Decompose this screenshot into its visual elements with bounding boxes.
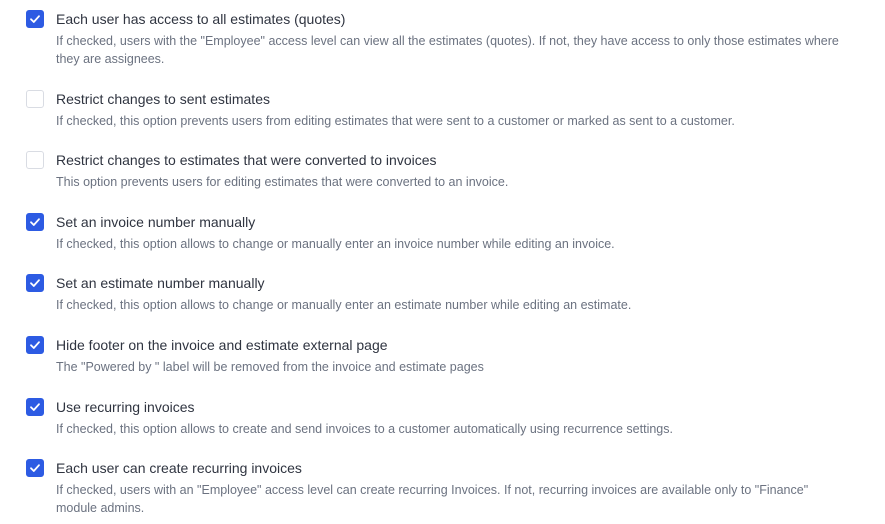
option-description: If checked, users with an "Employee" access level can create recurring Invoices. If not, recurring invoices are available only to "Finance" module admins. (56, 483, 809, 515)
all-estimates-access-checkbox[interactable] (26, 10, 44, 28)
option-text (56, 397, 846, 438)
option-text (56, 9, 846, 68)
option-text (56, 212, 846, 253)
option-title: Each user has access to all estimates (quotes) (56, 11, 346, 27)
option-description: This option prevents users for editing estimates that were converted to an invoice. (56, 175, 509, 189)
option-title: Use recurring invoices (56, 399, 195, 415)
checkmark-icon (29, 462, 41, 474)
checkmark-icon (29, 401, 41, 413)
option-description: If checked, this option allows to create and send invoices to a customer automatically using recurrence settings. (56, 422, 673, 436)
option-title: Each user can create recurring invoices (56, 460, 302, 476)
option-description: If checked, this option allows to change or manually enter an invoice number while editing an invoice. (56, 237, 615, 251)
checkmark-icon (29, 13, 41, 25)
option-text (56, 89, 846, 130)
option-text (56, 335, 846, 376)
option-text (56, 458, 846, 517)
manual-invoice-number-checkbox[interactable] (26, 213, 44, 231)
option-title: Set an estimate number manually (56, 275, 265, 291)
option-title: Restrict changes to estimates that were converted to invoices (56, 152, 437, 168)
option-title: Hide footer on the invoice and estimate external page (56, 337, 388, 353)
option-title: Set an invoice number manually (56, 214, 256, 230)
checkmark-icon (29, 216, 41, 228)
option-title: Restrict changes to sent estimates (56, 91, 270, 107)
option-text (56, 273, 846, 314)
checkmark-icon (29, 339, 41, 351)
checkmark-icon (29, 277, 41, 289)
option-text (56, 150, 846, 191)
option-description: If checked, this option allows to change or manually enter an estimate number while editing an estimate. (56, 298, 632, 312)
option-description: The "Powered by " label will be removed from the invoice and estimate pages (56, 360, 484, 374)
restrict-sent-estimates-checkbox[interactable] (26, 90, 44, 108)
option-description: If checked, this option prevents users from editing estimates that were sent to a customer or marked as sent to a customer. (56, 114, 735, 128)
hide-footer-checkbox[interactable] (26, 336, 44, 354)
recurring-invoices-checkbox[interactable] (26, 398, 44, 416)
user-create-recurring-checkbox[interactable] (26, 459, 44, 477)
manual-estimate-number-checkbox[interactable] (26, 274, 44, 292)
restrict-converted-estimates-checkbox[interactable] (26, 151, 44, 169)
option-description: If checked, users with the "Employee" access level can view all the estimates (quotes). If not, they have access to only those estimates where they are assignees. (56, 34, 839, 66)
